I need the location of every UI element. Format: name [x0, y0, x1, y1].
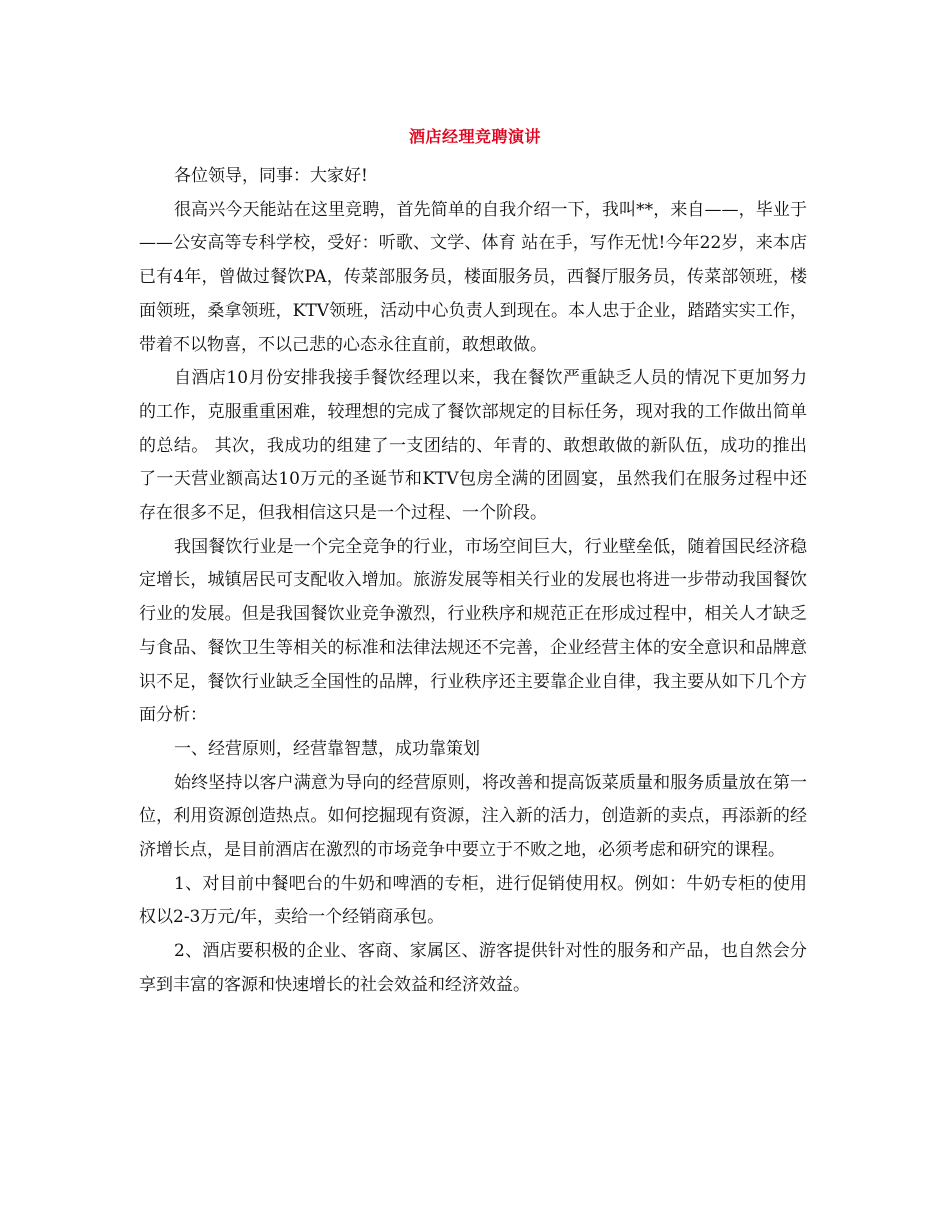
paragraph-self-introduction: 很高兴今天能站在这里竞聘，首先简单的自我介绍一下，我叫**，来自——，毕业于——公安高等专科学校，受好：听歌、文学、体育 站在手，写作无忧!今年22岁，来本店已有4年，曾做过餐饮PA，传菜部服务员，楼面服务员，西餐厅服务员，传菜部领班，楼面领班，桑拿领班，KTV领班，活动中心负责人到现在。本人忠于企业，踏踏实实工作，带着不以物喜，不以己悲的心态永往直前，敢想敢做。 — [139, 199, 807, 355]
paragraph-industry-analysis: 我国餐饮行业是一个完全竞争的行业，市场空间巨大，行业壁垒低，随着国民经济稳定增长，城镇居民可支配收入增加。旅游发展等相关行业的发展也将进一步带动我国餐饮行业的发展。但是我国餐饮业竞争激烈，行业秩序和规范正在形成过程中，相关人才缺乏与食品、餐饮卫生等相关的标准和法律法规还不完善，企业经营主体的安全意识和品牌意识不足，餐饮行业缺乏全国性的品牌，行业秩序还主要靠企业自律，我主要从如下几个方面分析： — [139, 536, 807, 726]
paragraph-operating-principle: 始终坚持以客户满意为导向的经营原则，将改善和提高饭菜质量和服务质量放在第一位，利用资源创造热点。如何挖掘现有资源，注入新的活力，创造新的卖点，再添新的经济增长点，是目前酒店在激烈的市场竞争中要立于不败之地，必须考虑和研究的课程。 — [139, 772, 807, 861]
list-item-1: 1、对目前中餐吧台的牛奶和啤酒的专柜，进行促销使用权。例如：牛奶专柜的使用权以2-3万元/年，卖给一个经销商承包。 — [139, 873, 807, 928]
paragraph-work-summary: 自酒店10月份安排我接手餐饮经理以来，我在餐饮严重缺乏人员的情况下更加努力的工作，克服重重困难，较理想的完成了餐饮部规定的目标任务，现对我的工作做出简单的总结。 其次，我成功的组建了一支团结的、年青的、敢想敢做的新队伍，成功的推出了一天营业额高达10万元的圣诞节和KTV包房全满的团圆宴，虽然我们在服务过程中还存在很多不足，但我相信这只是一个过程、一个阶段。 — [139, 368, 807, 524]
document-body — [139, 160, 807, 1003]
section-heading-operating-principle: 一、经营原则，经营靠智慧，成功靠策划 — [174, 738, 480, 759]
paragraph-greeting: 各位领导，同事：大家好! — [174, 166, 368, 186]
list-item-2: 2、酒店要积极的企业、客商、家属区、游客提供针对性的服务和产品，也自然会分享到丰富的客源和快速增长的社会效益和经济效益。 — [139, 941, 807, 995]
document-title: 酒店经理竞聘演讲 — [408, 127, 541, 146]
